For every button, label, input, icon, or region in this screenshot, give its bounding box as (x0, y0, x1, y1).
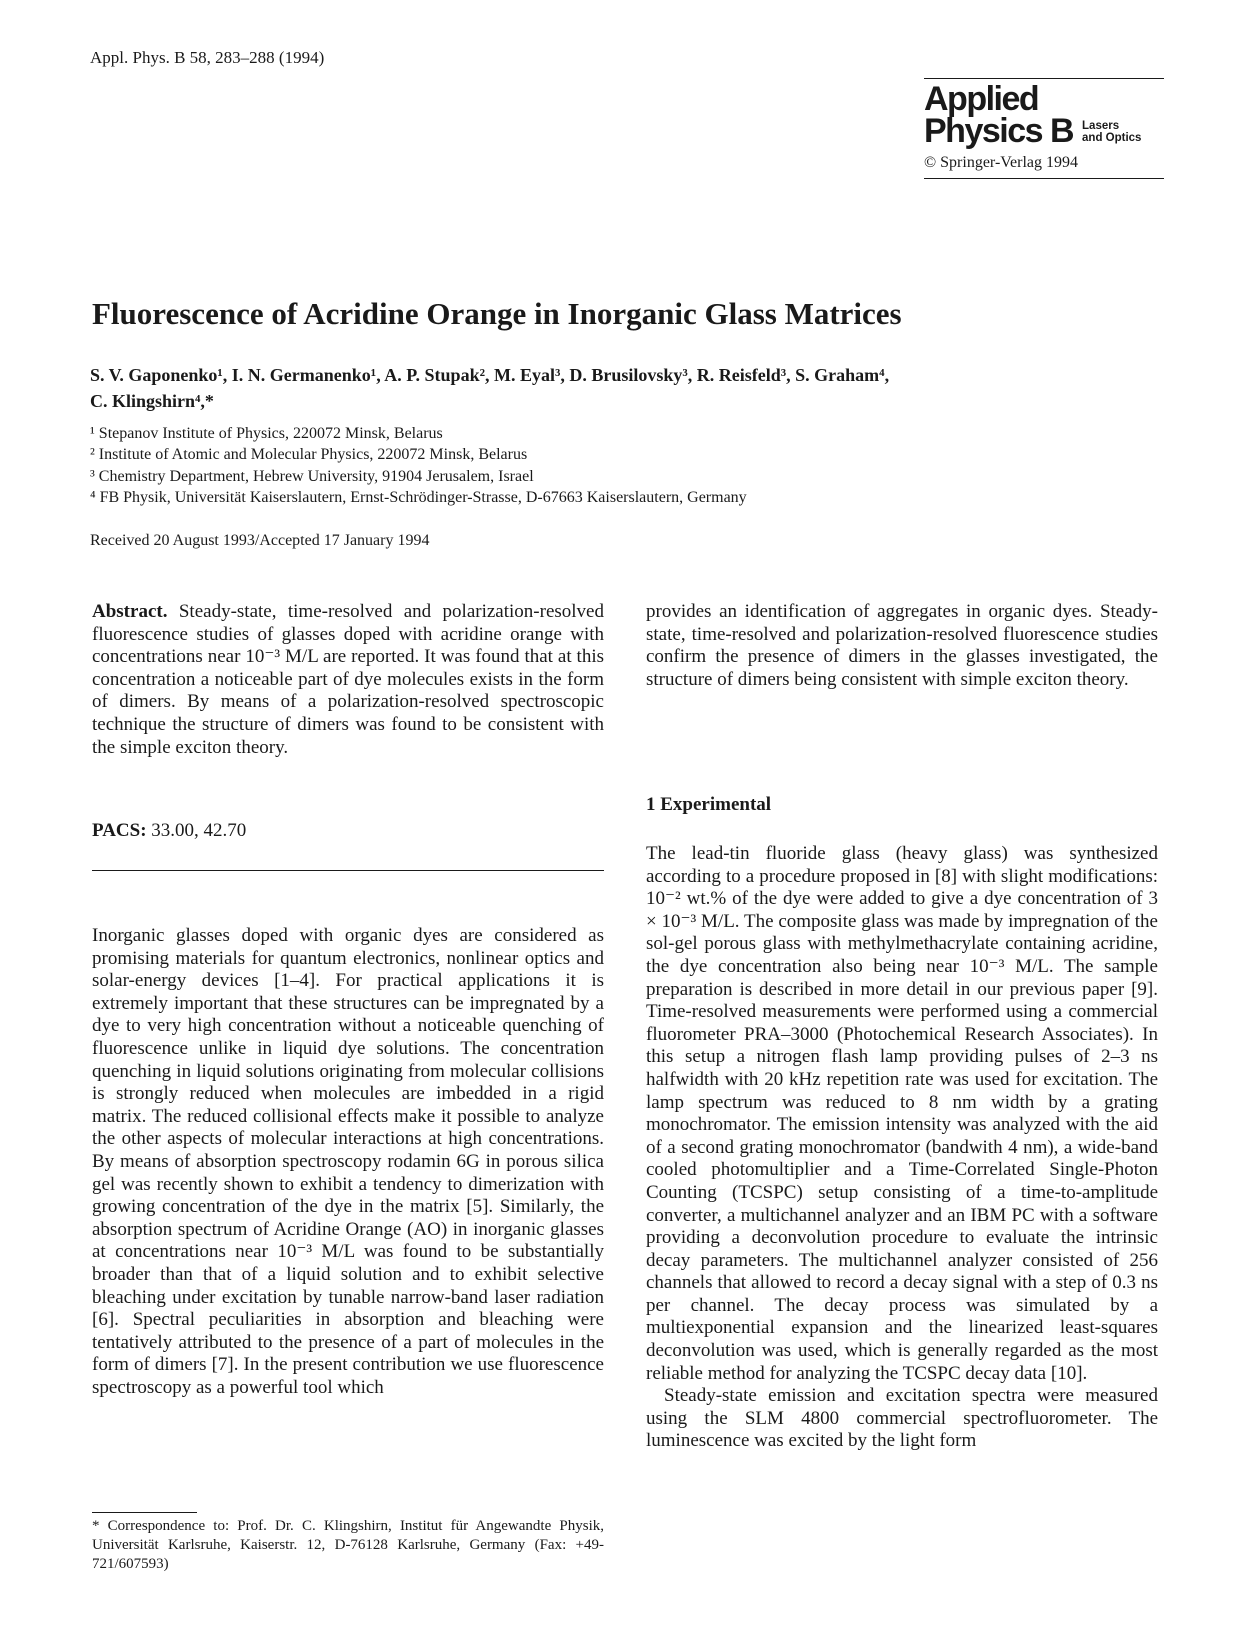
intro-continued-paragraph: provides an identification of aggregates in organic dyes. Steady-state, time-resolved and polarization-resolved fluorescence studies confirm the presence of dimers in the glasses investigated, the structure of dimers being consistent with simple exciton theory. (646, 601, 1158, 690)
author-line-2: C. Klingshirn⁴,* (90, 391, 214, 411)
logo-subtitle-lasers: Lasers (1082, 120, 1120, 132)
author-line-1: S. V. Gaponenko¹, I. N. Germanenko¹, A. P. Stupak², M. Eyal³, D. Brusilovsky³, R. Reisfeld³, S. Graham⁴, (90, 365, 890, 385)
logo-physics-row (924, 112, 1164, 150)
logo-subtitle (1082, 120, 1141, 144)
journal-citation: Appl. Phys. B 58, 283–288 (1994) (90, 48, 325, 67)
pacs-label: PACS: (92, 820, 147, 841)
abstract-label: Abstract. (92, 601, 168, 622)
logo-subtitle-optics: and Optics (1082, 132, 1142, 144)
copyright: © Springer-Verlag 1994 (924, 154, 1079, 171)
logo-bottom-rule (924, 178, 1164, 179)
affiliations (90, 423, 747, 508)
section-heading-experimental: 1 Experimental (646, 794, 772, 815)
affiliation-1: ¹ Stepanov Institute of Physics, 220072 Minsk, Belarus (90, 425, 443, 442)
abstract-separator (92, 870, 604, 871)
affiliation-3: ³ Chemistry Department, Hebrew University, 91904 Jerusalem, Israel (90, 467, 534, 485)
introduction-continued (646, 601, 1158, 691)
paper-title: Fluorescence of Acridine Orange in Inorganic Glass Matrices (92, 296, 902, 331)
experimental-paragraph-2: Steady-state emission and excitation spectra were measured using the SLM 4800 commercial spectrofluorometer. The luminescence was excited by the light form (646, 1385, 1158, 1452)
affiliation-2: ² Institute of Atomic and Molecular Physics, 220072 Minsk, Belarus (90, 446, 528, 464)
abstract-text: Steady-state, time-resolved and polarization-resolved fluorescence studies of glasses doped with acridine orange with concentrations near 10⁻³ M/L are reported. It was found that at this concentration a noticeable part of dye molecules exists in the form of dimers. By means of a polarization-resolved spectroscopic technique the structure of dimers was found to be consistent with the simple exciton theory. (92, 601, 604, 758)
pacs (92, 820, 246, 842)
affiliation-4: ⁴ FB Physik, Universität Kaiserslautern, Ernst-Schrödinger-Strasse, D-67663 Kaiserslautern, Germany (90, 488, 747, 506)
introduction-text (92, 925, 604, 1399)
abstract (92, 601, 604, 759)
experimental-section (646, 843, 1158, 1453)
logo-physics: Physics B (924, 112, 1074, 150)
footnote-rule (92, 1512, 197, 1513)
author-list (90, 362, 1170, 414)
pacs-value: 33.00, 42.70 (151, 820, 247, 841)
experimental-paragraph-1: The lead-tin fluoride glass (heavy glass) was synthesized according to a procedure proposed in [8] with slight modifications: 10⁻² wt.% of the dye were added to give a dye concentration of 3 × 10⁻³ M/L. The composite glass was made by impregnation of the sol-gel porous glass with methylmethacrylate containing acridine, the dye concentration also being near 10⁻³ M/L. The sample preparation is described in more detail in our previous paper [9]. Time-resolved measurements were performed using a commercial fluorometer PRA–3000 (Photochemical Research Associates). In this setup a nitrogen flash lamp providing pulses of 2–3 ns halfwidth with 20 kHz repetition rate was used for excitation. The lamp spectrum was reduced to 8 nm width by a grating monochromator. The emission intensity was analyzed with the aid of a second grating monochromator (bandwith 4 nm), a wide-band cooled photomultiplier and a Time-Correlated Single-Photon Counting (TCSPC) setup consisting of a time-to-amplitude converter, a multichannel analyzer and an IBM PC with a software providing a deconvolution procedure to evaluate the intrinsic decay parameters. The multichannel analyzer consisted of 256 channels that allowed to record a decay signal with a step of 0.3 ns per channel. The decay process was simulated by a multiexponential expansion and the linearized least-squares deconvolution was used, which is generally regarded as the most reliable method for analyzing the TCSPC decay data [10]. (646, 843, 1158, 1384)
logo-top-rule (924, 78, 1164, 79)
intro-paragraph: Inorganic glasses doped with organic dyes are considered as promising materials for quantum electronics, nonlinear optics and solar-energy devices [1–4]. For practical applications it is extremely important that these structures can be impregnated by a dye to very high concentration without a noticeable quenching of fluorescence unlike in liquid dye solutions. The concentration quenching in liquid solutions originating from molecular collisions is strongly reduced when molecules are imbedded in a rigid matrix. The reduced collisional effects make it possible to analyze the other aspects of molecular interactions at high concentrations. By means of absorption spectroscopy rodamin 6G in porous silica gel was recently shown to exhibit a tendency to dimerization with growing concentration of the dye in the matrix [5]. Similarly, the absorption spectrum of Acridine Orange (AO) in inorganic glasses at concentrations near 10⁻³ M/L was found to be substantially broader than that of a liquid solution and to exhibit selective bleaching under excitation by tunable narrow-band laser radiation [6]. Spectral peculiarities in absorption and bleaching were tentatively attributed to the presence of a part of molecules in the form of dimers [7]. In the present contribution we use fluorescence spectroscopy as a powerful tool which (92, 925, 604, 1398)
logo-applied: Applied (924, 80, 1039, 118)
received-dates: Received 20 August 1993/Accepted 17 January 1994 (90, 532, 430, 549)
correspondence-footnote: * Correspondence to: Prof. Dr. C. Klingshirn, Institut für Angewandte Physik, Universität Karlsruhe, Kaiserstr. 12, D-76128 Karlsruhe, Germany (Fax: +49-721/607593) (92, 1518, 604, 1572)
journal-logo-block (924, 78, 1164, 179)
